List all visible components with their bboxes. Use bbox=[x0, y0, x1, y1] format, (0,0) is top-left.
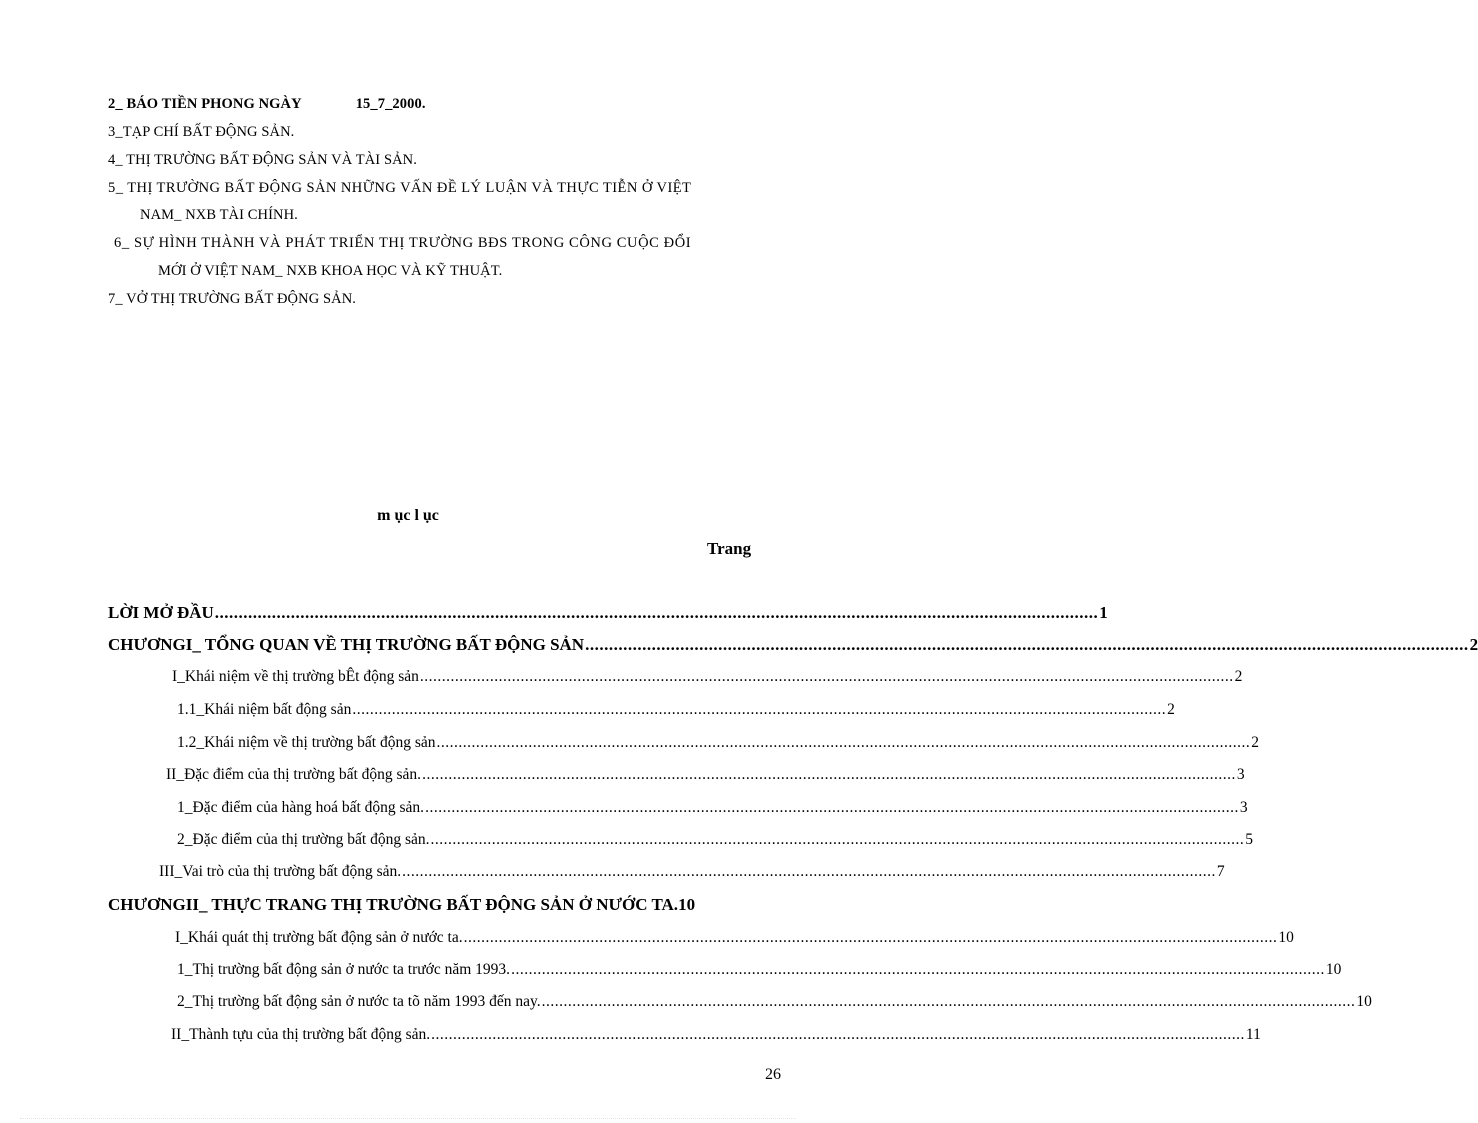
toc-leader-dots: .......................................................................................................................................................................................... bbox=[585, 635, 1469, 654]
footer-divider bbox=[20, 1118, 796, 1119]
toc-leader-dots: .......................................................................................................................................................................................... bbox=[430, 831, 1245, 848]
reference-item-7: 7_ VỞ THỊ TRƯỜNG BẤT ĐỘNG SẢN. bbox=[108, 291, 357, 307]
toc-entry: CHƯƠNGI_ TỔNG QUAN VỀ THỊ TRƯỜNG BẤT ĐỘNG SẢN .......................................................................................................................................................................................... 2 bbox=[108, 635, 1478, 654]
toc-entry: 1_Thị trường bất động sản ở nước ta trước năm 1993. .......................................................................................................................................................................................... 10 bbox=[177, 961, 1342, 978]
toc-entry: 1.2_Khái niệm về thị trường bất động sản .......................................................................................................................................................................................... 2 bbox=[177, 734, 1260, 751]
reference-item-2: 2_ BÁO TIỀN PHONG NGÀY 15_7_2000. bbox=[108, 96, 426, 112]
reference-item-5-continued: NAM_ NXB TÀI CHÍNH. bbox=[140, 207, 298, 223]
page-number: 26 bbox=[765, 1066, 781, 1083]
toc-entry: II_Thành tựu của thị trường bất động sản. .......................................................................................................................................................................................... 11 bbox=[171, 1026, 1261, 1043]
toc-entry: I_Khái quát thị trường bất động sản ở nước ta. .......................................................................................................................................................................................... 10 bbox=[175, 929, 1294, 946]
toc-leader-dots: .......................................................................................................................................................................................... bbox=[402, 863, 1216, 880]
toc-leader-dots: .......................................................................................................................................................................................... bbox=[214, 603, 1099, 622]
toc-entry: III_Vai trò của thị trường bất động sản. .......................................................................................................................................................................................... 7 bbox=[159, 863, 1225, 880]
toc-entry: I_Khái niệm về thị trường bÊt động sản .......................................................................................................................................................................................... 2 bbox=[172, 668, 1243, 685]
toc-leader-dots: .......................................................................................................................................................................................... bbox=[436, 734, 1251, 751]
reference-item-6: 6_ SỰ HÌNH THÀNH VÀ PHÁT TRIỂN THỊ TRƯỜNG BĐS TRONG CÔNG CUỘC ĐỔI bbox=[114, 235, 692, 251]
toc-entry: LỜI MỞ ĐẦU .......................................................................................................................................................................................... 1 bbox=[108, 603, 1108, 622]
toc-leader-dots: .......................................................................................................................................................................................... bbox=[425, 799, 1239, 816]
toc-leader-dots: .......................................................................................................................................................................................... bbox=[419, 668, 1234, 685]
toc-entry: II_Đặc điểm của thị trường bất động sản. .......................................................................................................................................................................................... 3 bbox=[166, 766, 1245, 783]
toc-leader-dots: .......................................................................................................................................................................................... bbox=[541, 993, 1356, 1010]
toc-page-column-header: Trang bbox=[707, 539, 752, 558]
toc-entry: 1.1_Khái niệm bất động sản .......................................................................................................................................................................................... 2 bbox=[177, 701, 1175, 718]
reference-item-3: 3_TẠP CHÍ BẤT ĐỘNG SẢN. bbox=[108, 124, 295, 140]
toc-entry: 2_Thị trường bất động sản ở nước ta tõ năm 1993 đến nay. .......................................................................................................................................................................................... 10 bbox=[177, 993, 1372, 1010]
toc-leader-dots: .......................................................................................................................................................................................... bbox=[431, 1026, 1245, 1043]
toc-leader-dots: .......................................................................................................................................................................................... bbox=[511, 961, 1325, 978]
toc-leader-dots: .......................................................................................................................................................................................... bbox=[422, 766, 1236, 783]
toc-title: m ục l ục bbox=[377, 507, 439, 524]
toc-leader-dots: .......................................................................................................................................................................................... bbox=[463, 929, 1278, 946]
toc-leader-dots: .......................................................................................................................................................................................... bbox=[352, 701, 1167, 718]
toc-entry: 2_Đặc điểm của thị trường bất động sản. .......................................................................................................................................................................................... 5 bbox=[177, 831, 1253, 848]
reference-item-6-continued: MỚI Ở VIỆT NAM_ NXB KHOA HỌC VÀ KỸ THUẬT. bbox=[158, 263, 503, 279]
reference-item-4: 4_ THỊ TRƯỜNG BẤT ĐỘNG SẢN VÀ TÀI SẢN. bbox=[108, 152, 417, 168]
toc-entry: 1_Đặc điểm của hàng hoá bất động sản. .......................................................................................................................................................................................... 3 bbox=[177, 799, 1248, 816]
toc-entry: CHƯƠNGII_ THỰC TRANG THỊ TRƯỜNG BẤT ĐỘNG SẢN Ở NƯỚC TA. 10 bbox=[108, 895, 696, 914]
reference-item-5: 5_ THỊ TRƯỜNG BẤT ĐỘNG SẢN NHỮNG VẤN ĐỀ LÝ LUẬN VÀ THỰC TIỄN Ở VIỆT bbox=[108, 180, 692, 196]
